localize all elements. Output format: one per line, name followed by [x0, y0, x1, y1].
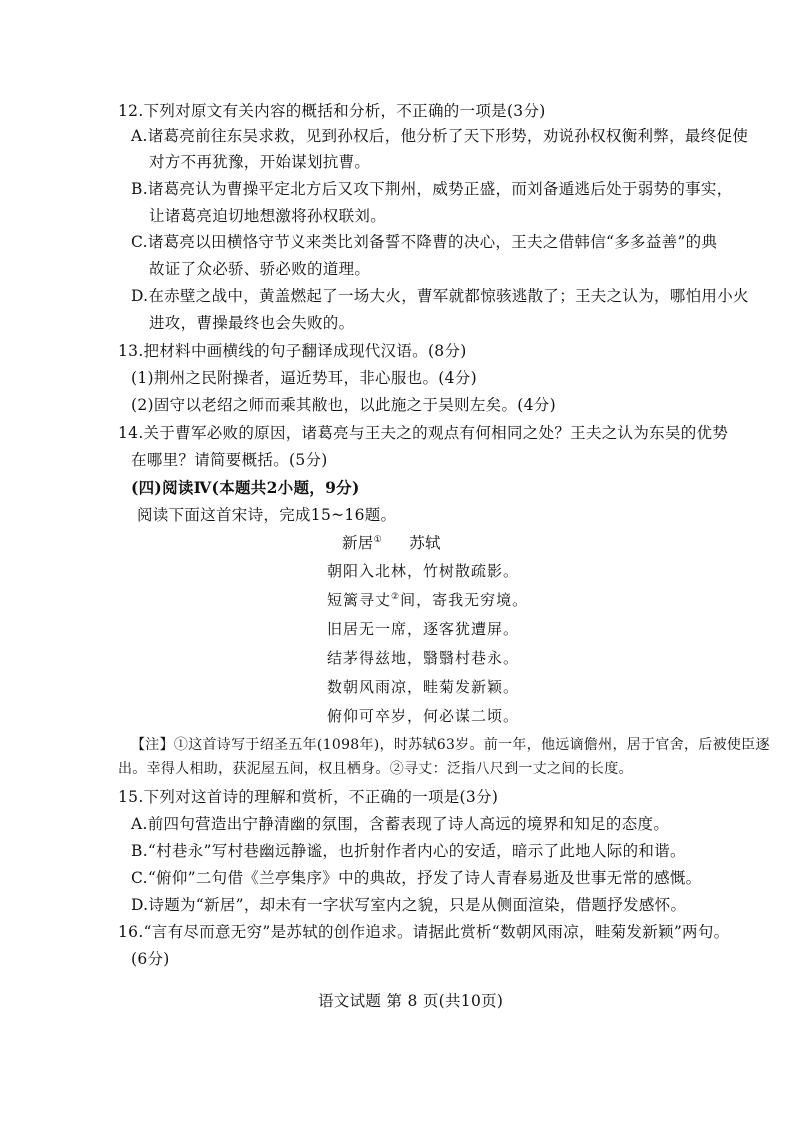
q16-line2: (6分) — [131, 950, 170, 968]
poem-title-footnote-mark: ① — [373, 534, 382, 545]
poem-line-6: 俯仰可卒岁，何必谋二顷。 — [327, 707, 520, 725]
poem-line-3: 旧居无一席，逐客犹遭屏。 — [327, 620, 520, 638]
q13-stem: 13.把材料中画横线的句子翻译成现代汉语。(8分) — [118, 342, 467, 360]
q14-line1: 14.关于曹军必败的原因，诸葛亮与王夫之的观点有何相同之处？王夫之认为东吴的优势 — [118, 424, 729, 442]
section-instruction: 阅读下面这首宋诗，完成15~16题。 — [137, 506, 397, 524]
q15-option-b: B.“村巷永”写村巷幽远静谧，也折射作者内心的安适，暗示了此地人际的和谐。 — [131, 842, 686, 860]
page-footer: 语文试题 第 8 页(共10页) — [318, 992, 504, 1010]
q14-line2: 在哪里？请简要概括。(5分) — [131, 451, 328, 469]
poem-line-2-part1: 短篱寻丈 — [327, 591, 392, 609]
q12-option-d-line2: 进攻，曹操最终也会失败的。 — [149, 314, 355, 332]
note-line1: 【注】①这首诗写于绍圣五年(1098年)，时苏轼63岁。前一年，他远谪儋州，居于官舍，后被使臣逐 — [131, 737, 770, 753]
q15-stem: 15.下列对这首诗的理解和赏析，不正确的一项是(3分) — [118, 788, 499, 806]
poem-title — [342, 531, 441, 553]
q12-option-c-line2: 故证了众必骄、骄必败的道理。 — [149, 260, 371, 278]
poem-title-text: 新居 — [342, 534, 374, 552]
q13-sentence-2: (2)固守以老绍之师而乘其敝也，以此施之于吴则左矣。(4分) — [131, 396, 556, 414]
poem-line-5: 数朝风雨凉，畦菊发新颖。 — [327, 678, 520, 696]
q15-option-d: D.诗题为“新居”，却未有一字状写室内之貌，只是从侧面渲染，借题抒发感怀。 — [131, 896, 687, 914]
poem-author: 苏轼 — [409, 534, 441, 552]
poem-line-2-footnote-mark: ② — [391, 592, 401, 602]
q12-stem: 12.下列对原文有关内容的概括和分析，不正确的一项是(3分) — [118, 102, 546, 120]
poem-line-4: 结茅得兹地，翳翳村巷永。 — [327, 649, 520, 667]
section-title: (四)阅读Ⅳ(本题共2小题，9分) — [131, 478, 360, 497]
q13-sentence-1: (1)荆州之民附操者，逼近势耳，非心服也。(4分) — [131, 369, 477, 387]
q12-option-b-line2: 让诸葛亮迫切地想激将孙权联刘。 — [149, 207, 387, 225]
q15-option-a: A.前四句营造出宁静清幽的氛围，含蓄表现了诗人高远的境界和知足的态度。 — [131, 815, 670, 833]
q12-option-d-line1: D.在赤壁之战中，黄盖燃起了一场大火，曹军就都惊骇逃散了；王夫之认为，哪怕用小火 — [131, 287, 749, 305]
q12-option-b-line1: B.诸葛亮认为曹操平定北方后又攻下荆州，威势正盛，而刘备遁逃后处于弱势的事实， — [131, 180, 733, 198]
q15-option-c: C.“俯仰”二句借《兰亭集序》中的典故，抒发了诗人青春易逝及世事无常的感慨。 — [131, 869, 702, 887]
q12-option-a-line2: 对方不再犹豫，开始谋划抗曹。 — [149, 153, 371, 171]
q16-line1: 16.“言有尽而意无穷”是苏轼的创作追求。请据此赏析“数朝风雨凉，畦菊发新颖”两句。 — [118, 923, 730, 941]
q12-option-c-line1: C.诸葛亮以田横恪守节义来类比刘备誓不降曹的决心，王夫之借韩信“多多益善”的典 — [131, 233, 718, 251]
q12-option-a-line1: A.诸葛亮前往东吴求救，见到孙权后，他分析了天下形势，劝说孙权权衡利弊，最终促使 — [131, 127, 749, 145]
poem-line-1: 朝阳入北林，竹树散疏影。 — [327, 562, 520, 580]
note-line2: 出。幸得人相助，获泥屋五间，权且栖身。②寻丈：泛指八尺到一丈之间的长度。 — [118, 761, 633, 777]
poem-line-2 — [327, 589, 528, 610]
poem-line-2-part2: 间，寄我无穷境。 — [400, 591, 529, 609]
